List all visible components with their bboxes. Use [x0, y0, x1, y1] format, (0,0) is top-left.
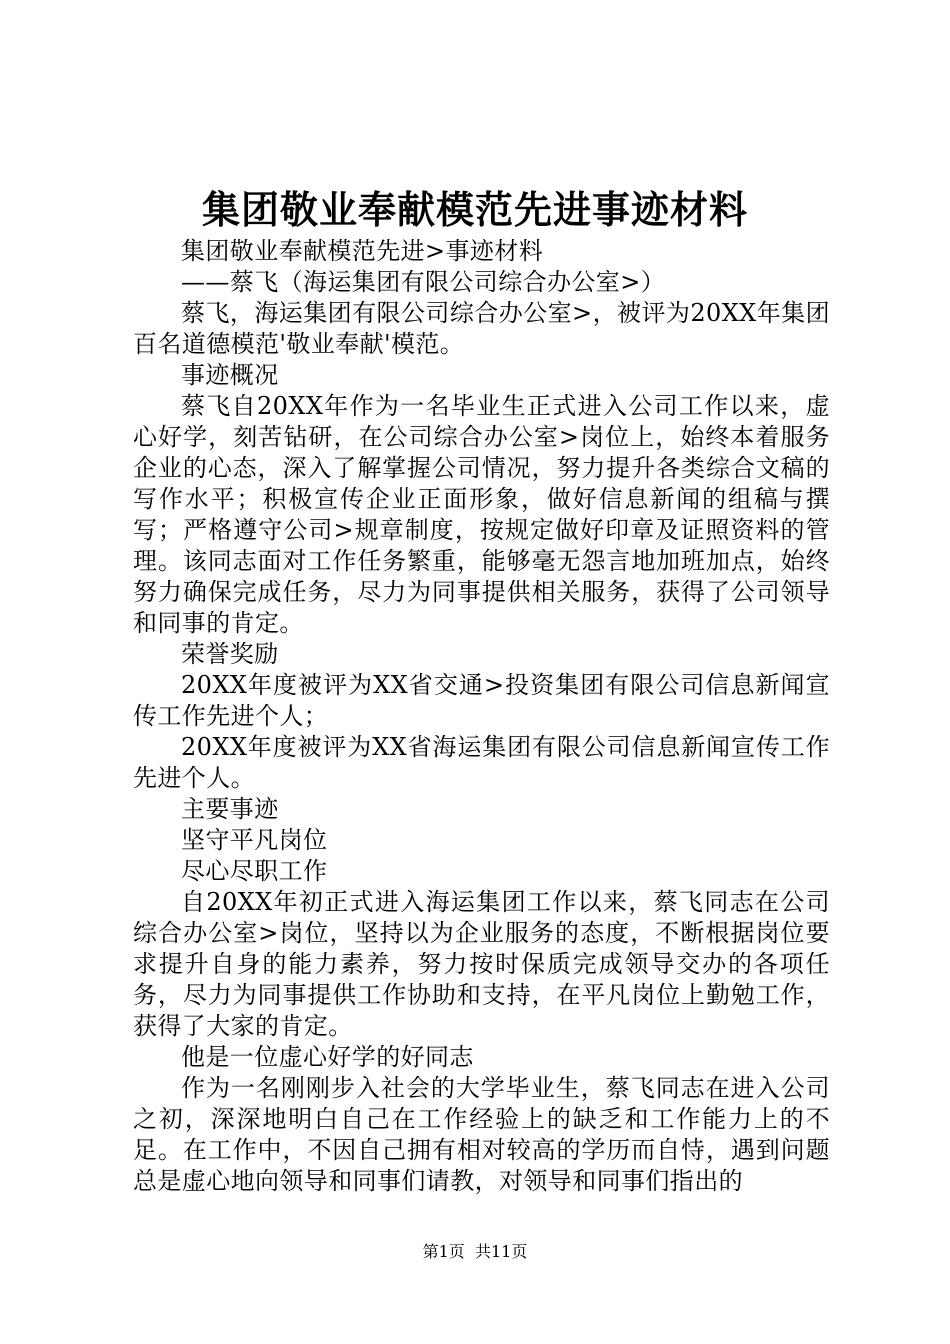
page-footer	[0, 1242, 950, 1262]
subheading-learning: 他是一位虚心好学的好同志	[181, 1043, 474, 1071]
section-heading-overview: 事迹概况	[181, 361, 279, 389]
overview-paragraph: 蔡飞自20XX年作为一名毕业生正式进入公司工作以来，虚心好学，刻苦钻研，在公司综合办公室>岗位上，始终本着服务企业的心态，深入了解掌握公司情况，努力提升各类综合文稿的写作水平；积极宣传企业正面形象，做好信息新闻的组稿与撰写；严格遵守公司>规章制度，按规定做好印章及证照资料的管理。该同志面对工作任务繁重，能够毫无怨言地加班加点，始终努力确保完成任务，尽力为同事提供相关服务，获得了公司领导和同事的肯定。	[133, 392, 830, 637]
document-title: 集团敬业奉献模范先进事迹材料	[201, 187, 748, 232]
learning-paragraph: 作为一名刚刚步入社会的大学毕业生，蔡飞同志在进入公司之初，深深地明白自己在工作经验上的缺乏和工作能力上的不足。在工作中，不因自己拥有相对较高的学历而自恃，遇到问题总是虚心地向领导和同事们请教，对领导和同事们指出的	[133, 1074, 830, 1195]
honor-item: 20XX年度被评为XX省海运集团有限公司信息新闻宣传工作先进个人。	[133, 733, 830, 792]
page-number: 第1页	[422, 1242, 465, 1261]
document-body	[133, 236, 830, 1197]
subheading-duty: 尽心尽职工作	[181, 857, 328, 885]
subtitle-line: 集团敬业奉献模范先进>事迹材料	[181, 237, 544, 265]
deeds-paragraph: 自20XX年初正式进入海运集团工作以来，蔡飞同志在公司综合办公室>岗位，坚持以为企业服务的态度，不断根据岗位要求提升自身的能力素养，努力按时保质完成领导交办的各项任务，尽力为同事提供工作协助和支持，在平凡岗位上勤勉工作，获得了大家的肯定。	[133, 888, 830, 1040]
section-heading-honors: 荣誉奖励	[181, 640, 279, 668]
subheading-post: 坚守平凡岗位	[181, 826, 328, 854]
intro-paragraph: 蔡飞，海运集团有限公司综合办公室>，被评为20XX年集团百名道德模范'敬业奉献'模范。	[133, 299, 830, 358]
section-heading-main-deeds: 主要事迹	[181, 795, 279, 823]
author-line: ——蔡飞（海运集团有限公司综合办公室>）	[181, 268, 666, 296]
page-total: 共11页	[474, 1242, 528, 1261]
honor-item: 20XX年度被评为XX省交通>投资集团有限公司信息新闻宣传工作先进个人；	[133, 671, 830, 730]
